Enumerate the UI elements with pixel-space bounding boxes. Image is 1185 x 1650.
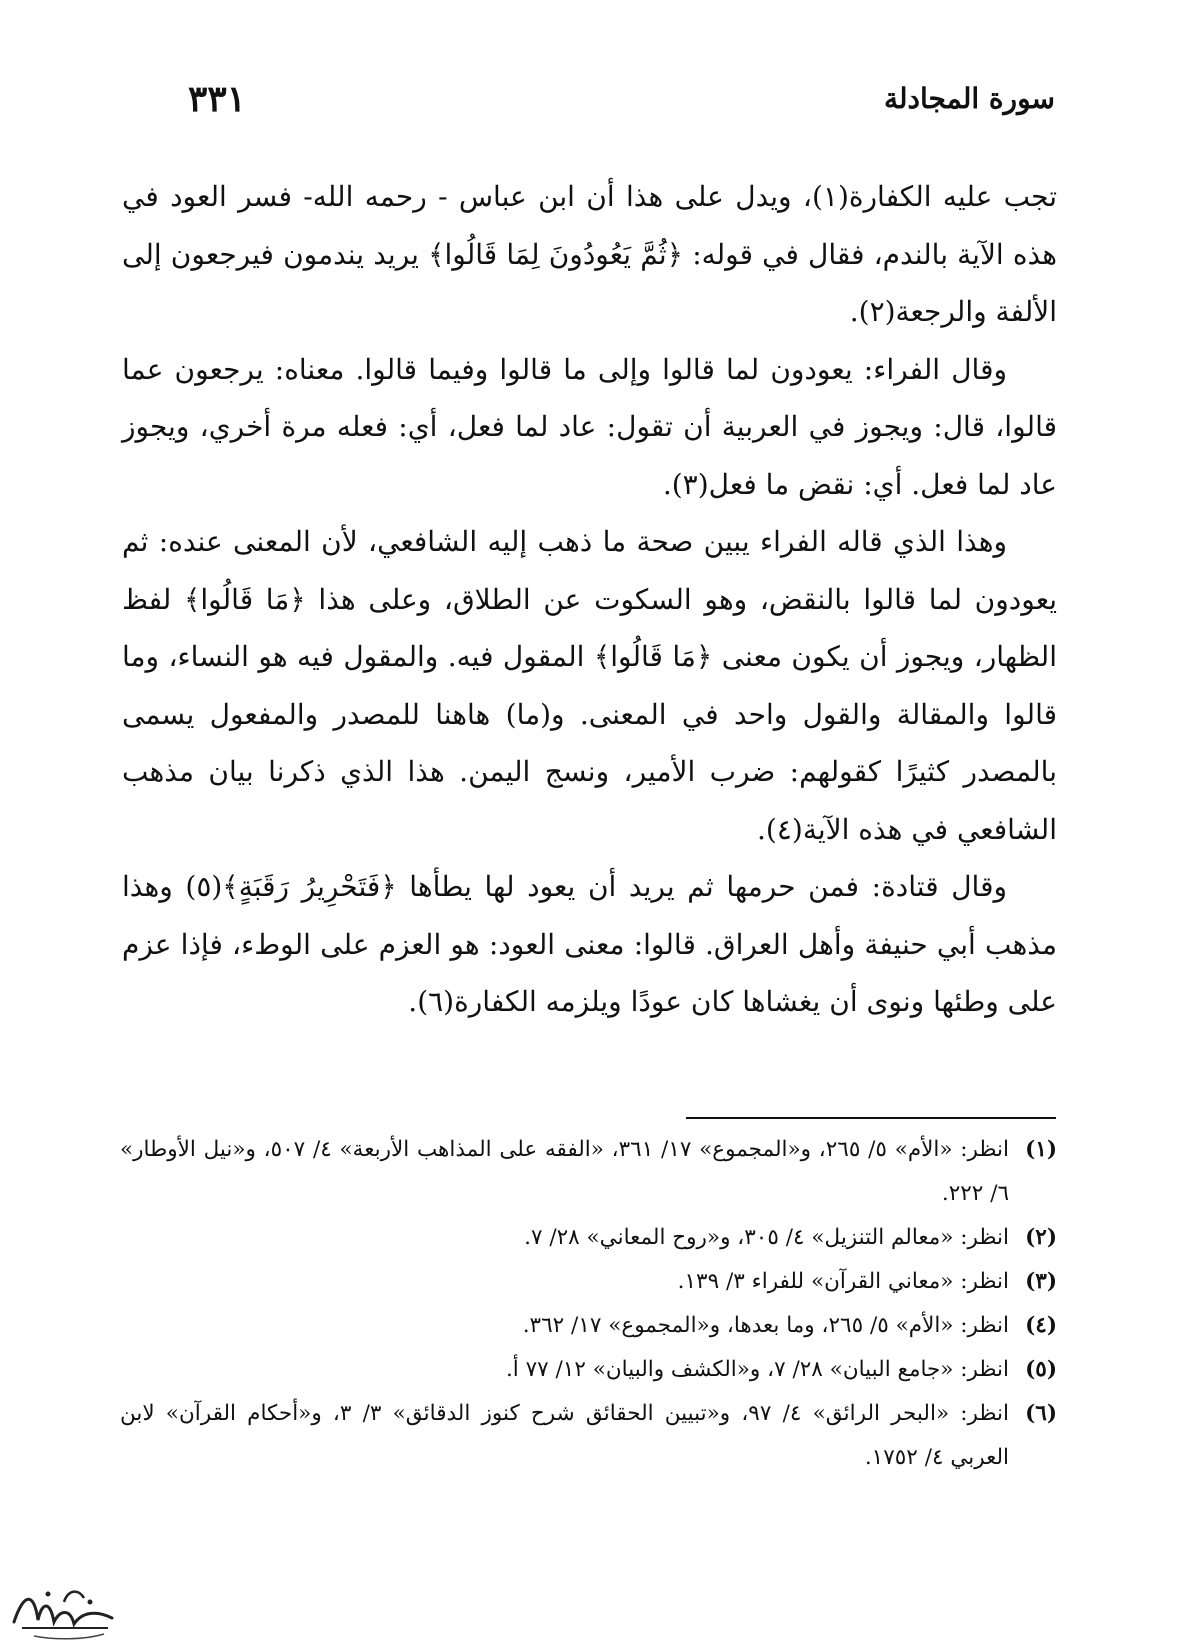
footnote — [120, 1260, 1057, 1304]
footnote-text: انظر: «الأم» ٥/ ٢٦٥، و«المجموع» ١٧/ ٣٦١، «الفقه على المذاهب الأربعة» ٤/ ٥٠٧، و«نيل الأوطار» ٦/ ٢٢٢. — [120, 1137, 1010, 1206]
footnote — [120, 1392, 1057, 1480]
footnote-text: انظر: «الأم» ٥/ ٢٦٥، وما بعدها، و«المجموع» ١٧/ ٣٦٢. — [522, 1313, 1009, 1338]
footnote-text: انظر: «جامع البيان» ٢٨/ ٧، و«الكشف والبيان» ١٢/ ٧٧ أ. — [505, 1357, 1009, 1382]
main-text — [122, 168, 1057, 1031]
page-header — [130, 78, 1055, 132]
footnote — [120, 1128, 1057, 1216]
footnote-separator — [686, 1117, 1056, 1119]
footnote-number: (٢) — [1025, 1225, 1057, 1250]
publisher-calligraphy-logo-icon — [4, 1572, 122, 1646]
footnote-number: (٦) — [1025, 1401, 1057, 1426]
footnotes — [120, 1128, 1057, 1480]
footnote — [120, 1216, 1057, 1260]
footnote-text: انظر: «البحر الرائق» ٤/ ٩٧، و«تبيين الحقائق شرح كنوز الدقائق» ٣/ ٣، و«أحكام القرآن» لابن العربي ٤/ ١٧٥٢. — [120, 1401, 1009, 1470]
footnote-number: (١) — [1025, 1137, 1057, 1162]
paragraph: تجب عليه الكفارة(١)، ويدل على هذا أن ابن عباس - رحمه الله- فسر العود في هذه الآية بالندم، فقال في قوله: ﴿ثُمَّ يَعُودُونَ لِمَا قَالُوا﴾ يريد يندمون فيرجعون إلى الألفة والرجعة(٢). — [122, 180, 1058, 328]
paragraph: وقال قتادة: فمن حرمها ثم يريد أن يعود لها يطأها ﴿فَتَحْرِيرُ رَقَبَةٍ﴾(٥) وهذا مذهب أبي حنيفة وأهل العراق. قالوا: معنى العود: هو العزم على الوطء، فإذا عزم على وطئها ونوى أن يغشاها كان عودًا ويلزمه الكفارة(٦). — [122, 870, 1057, 1018]
surah-title: سورة المجادلة — [884, 82, 1055, 115]
footnote-number: (٥) — [1025, 1357, 1057, 1382]
paragraph: وقال الفراء: يعودون لما قالوا وإلى ما قالوا وفيما قالوا. معناه: يرجعون عما قالوا، قال: ويجوز في العربية أن تقول: عاد لما فعل، أي: فعله مرة أخري، ويجوز عاد لما فعل. أي: نقض ما فعل(٣). — [122, 352, 1057, 501]
footnote-text: انظر: «معالم التنزيل» ٤/ ٣٠٥، و«روح المعاني» ٢٨/ ٧. — [524, 1225, 1009, 1250]
footnote-number: (٤) — [1025, 1313, 1057, 1338]
footnote-number: (٣) — [1025, 1269, 1057, 1294]
footnote-text: انظر: «معاني القرآن» للفراء ٣/ ١٣٩. — [677, 1269, 1009, 1294]
paragraph: وهذا الذي قاله الفراء يبين صحة ما ذهب إليه الشافعي، لأن المعنى عنده: ثم يعودون لما قالوا بالنقض، وهو السكوت عن الطلاق، وعلى هذا ﴿مَا قَالُوا﴾ لفظ الظهار، ويجوز أن يكون معنى ﴿مَا قَالُوا﴾ المقول فيه. والمقول فيه هو النساء، وما قالوا والمقالة والقول واحد في المعنى. و(ما) هاهنا للمصدر والمفعول يسمى بالمصدر كثيرًا كقولهم: ضرب الأمير، ونسج اليمن. هذا الذي ذكرنا بيان مذهب الشافعي في هذه الآية(٤). — [122, 525, 1057, 846]
footnote — [120, 1304, 1057, 1348]
footnote — [120, 1348, 1057, 1392]
page-number: ٣٣١ — [188, 78, 247, 120]
